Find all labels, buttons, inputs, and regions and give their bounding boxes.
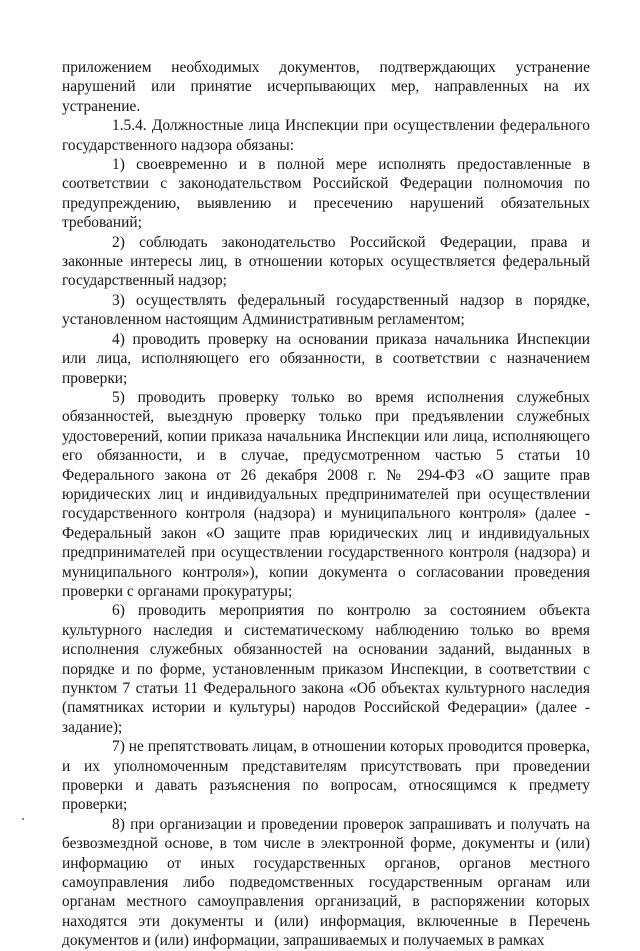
document-page xyxy=(62,58,590,951)
list-item-7: 7) не препятствовать лицам, в отношении которых проводится проверка, и их уполномоченным представителям присутствовать при проведении проверки и давать разъяснения по вопросам, относящимся к предмету проверки; xyxy=(62,738,590,814)
scan-speck xyxy=(22,818,24,820)
list-item-6: 6) проводить мероприятия по контролю за состоянием объекта культурного наследия и систематическому наблюдению только во время исполнения служебных обязанностей на основании заданий, выданных в порядке и по форме, установленным приказом Инспекции, в соответствии с пунктом 7 статьи 11 Федерального закона «Об объектах культурного наследия (памятниках истории и культуры) народов Российской Федерации» (далее - задание); xyxy=(62,602,590,736)
paragraph-continuation: приложением необходимых документов, подтверждающих устранение нарушений или принятие исчерпывающих мер, направленных на их устранение. xyxy=(62,59,590,115)
list-item-1: 1) своевременно и в полной мере исполнять предоставленные в соответствии с законодательством Российской Федерации полномочия по предупреждению, выявлению и пресечению нарушений обязательных требований; xyxy=(62,156,590,232)
list-item-4: 4) проводить проверку на основании приказа начальника Инспекции или лица, исполняющего его обязанности, в соответствии с назначением проверки; xyxy=(62,330,590,387)
list-item-5: 5) проводить проверку только во время исполнения служебных обязанностей, выездную проверку только при предъявлении служебных удостоверений, копии приказа начальника Инспекции или лица, исполняющего его обязанности, и в случае, предусмотренном частью 5 статьи 10 Федерального закона от 26 декабря 2008 г. № 294-ФЗ «О защите прав юридических лиц и индивидуальных предпринимателей при осуществлении государственного контроля (надзора) и муниципального контроля» (далее - Федеральный закон «О защите прав юридических лиц и индивидуальных предпринимателей при осуществлении государственного контроля (надзора) и муниципального контроля»), копии документа о согласовании проведения проверки с органами прокуратуры; xyxy=(62,388,590,600)
paragraph-1-5-4-heading: 1.5.4. Должностные лица Инспекции при осуществлении федерального государственного надзора обязаны: xyxy=(62,117,590,154)
list-item-2: 2) соблюдать законодательство Российской Федерации, права и законные интересы лиц, в отношении которых осуществляется федеральный государственный надзор; xyxy=(62,233,590,290)
list-item-3: 3) осуществлять федеральный государственный надзор в порядке, установленном настоящим Административным регламентом; xyxy=(62,291,590,329)
list-item-8: 8) при организации и проведении проверок запрашивать и получать на безвозмездной основе, в том числе в электронной форме, документы и (или) информацию от иных государственных органов, органов местного самоуправления либо подведомственных государственным органам или органам местного самоуправления организаций, в распоряжении которых находятся эти документы и (или) информация, включенные в Перечень документов и (или) информации, запрашиваемых и получаемых в рамках xyxy=(62,815,590,950)
